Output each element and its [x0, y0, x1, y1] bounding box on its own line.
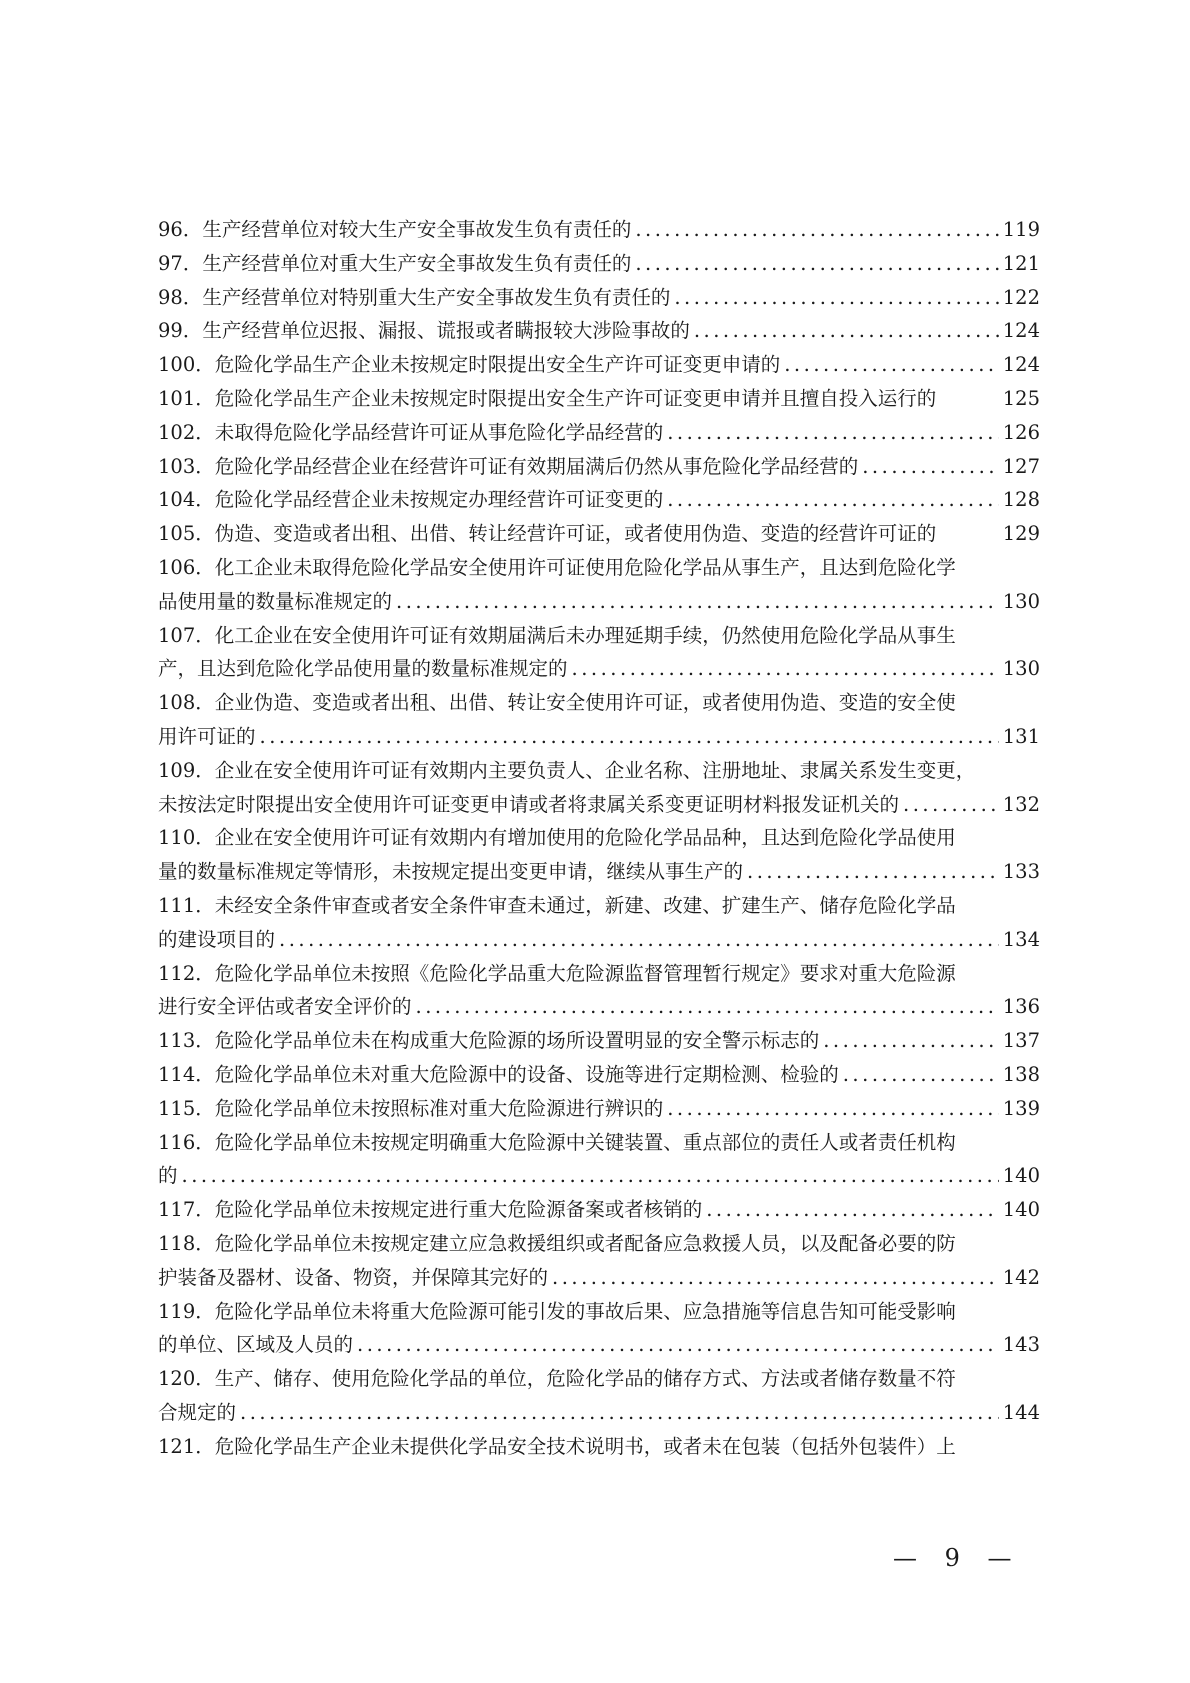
toc-entry	[158, 1024, 1040, 1058]
toc-entry	[158, 821, 1040, 855]
toc-page-number: 129	[1002, 522, 1040, 546]
toc-entry	[158, 483, 1040, 517]
toc-entry	[158, 1126, 1040, 1160]
toc-entry-text: 113．危险化学品单位未在构成重大危险源的场所设置明显的安全警示标志的	[158, 1029, 820, 1053]
toc-entry	[158, 1261, 1040, 1295]
toc-page-number: 121	[1002, 251, 1040, 275]
dot-leader	[674, 281, 998, 315]
toc-entry-text: 的建设项目的	[158, 927, 276, 951]
toc-page-number: 119	[1002, 218, 1040, 241]
toc-page-number: 132	[1002, 792, 1040, 816]
dot-leader	[667, 416, 999, 450]
toc-entry	[158, 382, 1040, 416]
toc-entry-text: 护装备及器材、设备、物资，并保障其完好的	[158, 1265, 549, 1289]
toc-entry-text: 97．生产经营单位对重大生产安全事故发生负有责任的	[158, 251, 632, 275]
table-of-contents	[158, 213, 1040, 1463]
toc-entry-text: 99．生产经营单位迟报、漏报、谎报或者瞒报较大涉险事故的	[158, 319, 690, 343]
dot-leader	[747, 855, 999, 889]
toc-page-number: 144	[1002, 1400, 1040, 1424]
toc-entry-text: 的单位、区域及人员的	[158, 1333, 354, 1357]
dot-leader	[260, 720, 999, 754]
dot-leader	[667, 483, 999, 517]
toc-page-number: 131	[1002, 724, 1040, 748]
toc-page-number: 140	[1002, 1164, 1040, 1188]
dot-leader	[635, 247, 998, 281]
toc-entry	[158, 517, 1040, 551]
toc-entry	[158, 855, 1040, 889]
toc-entry-text: 105．伪造、变造或者出租、出借、转让经营许可证，或者使用伪造、变造的经营许可证的	[158, 522, 937, 546]
dot-leader	[416, 990, 999, 1024]
toc-entry-text: 120．生产、储存、使用危险化学品的单位，危险化学品的储存方式、方法或者储存数量不符	[158, 1367, 956, 1391]
toc-entry-text: 100．危险化学品生产企业未按规定时限提出安全生产许可证变更申请的	[158, 353, 781, 377]
toc-entry	[158, 450, 1040, 484]
toc-entry-text: 117．危险化学品单位未按规定进行重大危险源备案或者核销的	[158, 1198, 703, 1222]
toc-entry-text: 合规定的	[158, 1400, 237, 1424]
toc-page-number: 136	[1002, 995, 1040, 1019]
toc-page-number: 143	[1002, 1333, 1040, 1357]
toc-entry	[158, 551, 1040, 585]
toc-entry-text: 103．危险化学品经营企业在经营许可证有效期届满后仍然从事危险化学品经营的	[158, 454, 859, 478]
toc-entry	[158, 1362, 1040, 1396]
toc-entry-text: 产，且达到危险化学品使用量的数量标准规定的	[158, 657, 568, 681]
toc-entry-text: 121．危险化学品生产企业未提供化学品安全技术说明书，或者未在包装（包括外包装件）上	[158, 1434, 956, 1458]
toc-page-number: 133	[1002, 860, 1040, 884]
toc-page-number: 128	[1002, 488, 1040, 512]
dot-leader	[694, 314, 999, 348]
toc-entry-text: 104．危险化学品经营企业未按规定办理经营许可证变更的	[158, 488, 664, 512]
toc-entry-text: 102．未取得危险化学品经营许可证从事危险化学品经营的	[158, 420, 664, 444]
toc-entry	[158, 990, 1040, 1024]
toc-page-number: 138	[1002, 1062, 1040, 1086]
toc-page-number: 139	[1002, 1096, 1040, 1120]
toc-entry	[158, 1227, 1040, 1261]
toc-entry-text: 量的数量标准规定等情形，未按规定提出变更申请，继续从事生产的	[158, 860, 744, 884]
toc-page-number: 140	[1002, 1198, 1040, 1222]
toc-entry-text: 96．生产经营单位对较大生产安全事故发生负有责任的	[158, 218, 632, 241]
toc-entry	[158, 923, 1040, 957]
toc-entry-text: 进行安全评估或者安全评价的	[158, 995, 412, 1019]
toc-entry	[158, 585, 1040, 619]
toc-page-number: 122	[1002, 285, 1040, 309]
toc-entry	[158, 1159, 1040, 1193]
toc-entry	[158, 1058, 1040, 1092]
toc-page-number: 142	[1002, 1265, 1040, 1289]
dot-leader	[706, 1193, 999, 1227]
dot-leader	[396, 585, 999, 619]
toc-entry	[158, 247, 1040, 281]
toc-page-number: 126	[1002, 420, 1040, 444]
toc-entry-text: 118．危险化学品单位未按规定建立应急救援组织或者配备应急救援人员，以及配备必要的防	[158, 1231, 956, 1255]
toc-entry	[158, 957, 1040, 991]
dot-leader	[357, 1328, 999, 1362]
toc-page-number: 125	[1002, 386, 1040, 410]
dot-leader	[279, 923, 999, 957]
toc-entry-text: 品使用量的数量标准规定的	[158, 589, 393, 613]
toc-entry-text: 111．未经安全条件审查或者安全条件审查未通过，新建、改建、扩建生产、储存危险化学品	[158, 893, 956, 917]
toc-entry	[158, 1193, 1040, 1227]
toc-entry-text: 107．化工企业在安全使用许可证有效期届满后未办理延期手续，仍然使用危险化学品从事生	[158, 623, 956, 647]
toc-entry-text: 101．危险化学品生产企业未按规定时限提出安全生产许可证变更申请并且擅自投入运行的	[158, 386, 937, 410]
toc-entry	[158, 314, 1040, 348]
dot-leader	[784, 348, 999, 382]
dot-leader	[903, 788, 999, 822]
toc-entry-text: 116．危险化学品单位未按规定明确重大危险源中关键装置、重点部位的责任人或者责任机构	[158, 1130, 956, 1154]
toc-entry-text: 110．企业在安全使用许可证有效期内有增加使用的危险化学品品种，且达到危险化学品使用	[158, 826, 956, 850]
toc-entry-text: 未按法定时限提出安全使用许可证变更申请或者将隶属关系变更证明材料报发证机关的	[158, 792, 900, 816]
toc-entry	[158, 1396, 1040, 1430]
toc-entry	[158, 416, 1040, 450]
toc-entry	[158, 686, 1040, 720]
toc-entry-text: 的	[158, 1164, 178, 1188]
toc-entry-text: 106．化工企业未取得危险化学品安全使用许可证使用危险化学品从事生产，且达到危险化学	[158, 555, 956, 579]
toc-page-number: 130	[1002, 589, 1040, 613]
dot-leader	[552, 1261, 999, 1295]
toc-entry-text: 109．企业在安全使用许可证有效期内主要负责人、企业名称、注册地址、隶属关系发生变更，	[158, 758, 976, 782]
page-number: — 9 —	[893, 1544, 1022, 1572]
toc-entry	[158, 213, 1040, 247]
toc-entry	[158, 652, 1040, 686]
dot-leader	[823, 1024, 999, 1058]
toc-page-number: 130	[1002, 657, 1040, 681]
toc-entry	[158, 788, 1040, 822]
toc-page-number: 127	[1002, 454, 1040, 478]
dot-leader	[862, 450, 999, 484]
dot-leader	[843, 1058, 999, 1092]
toc-entry-text: 用许可证的	[158, 724, 256, 748]
toc-page-number: 124	[1002, 319, 1040, 343]
dot-leader	[667, 1092, 999, 1126]
toc-entry	[158, 889, 1040, 923]
toc-entry-text: 112．危险化学品单位未按照《危险化学品重大危险源监督管理暂行规定》要求对重大危险源	[158, 961, 956, 985]
dot-leader	[572, 652, 999, 686]
toc-entry	[158, 619, 1040, 653]
toc-page-number: 134	[1002, 927, 1040, 951]
toc-entry	[158, 1295, 1040, 1329]
toc-entry-text: 98．生产经营单位对特别重大生产安全事故发生负有责任的	[158, 285, 671, 309]
toc-entry	[158, 1430, 1040, 1464]
toc-page-number: 124	[1002, 353, 1040, 377]
dot-leader	[635, 213, 998, 247]
toc-entry-text: 115．危险化学品单位未按照标准对重大危险源进行辨识的	[158, 1096, 664, 1120]
toc-page-number: 137	[1002, 1029, 1040, 1053]
toc-entry-text: 114．危险化学品单位未对重大危险源中的设备、设施等进行定期检测、检验的	[158, 1062, 839, 1086]
dot-leader	[240, 1396, 999, 1430]
toc-entry-text: 119．危险化学品单位未将重大危险源可能引发的事故后果、应急措施等信息告知可能受影响	[158, 1299, 956, 1323]
toc-entry	[158, 1328, 1040, 1362]
toc-entry	[158, 720, 1040, 754]
toc-entry-text: 108．企业伪造、变造或者出租、出借、转让安全使用许可证，或者使用伪造、变造的安全使	[158, 691, 956, 715]
toc-entry	[158, 754, 1040, 788]
toc-entry	[158, 1092, 1040, 1126]
toc-entry	[158, 348, 1040, 382]
toc-entry	[158, 281, 1040, 315]
dot-leader	[182, 1159, 999, 1193]
